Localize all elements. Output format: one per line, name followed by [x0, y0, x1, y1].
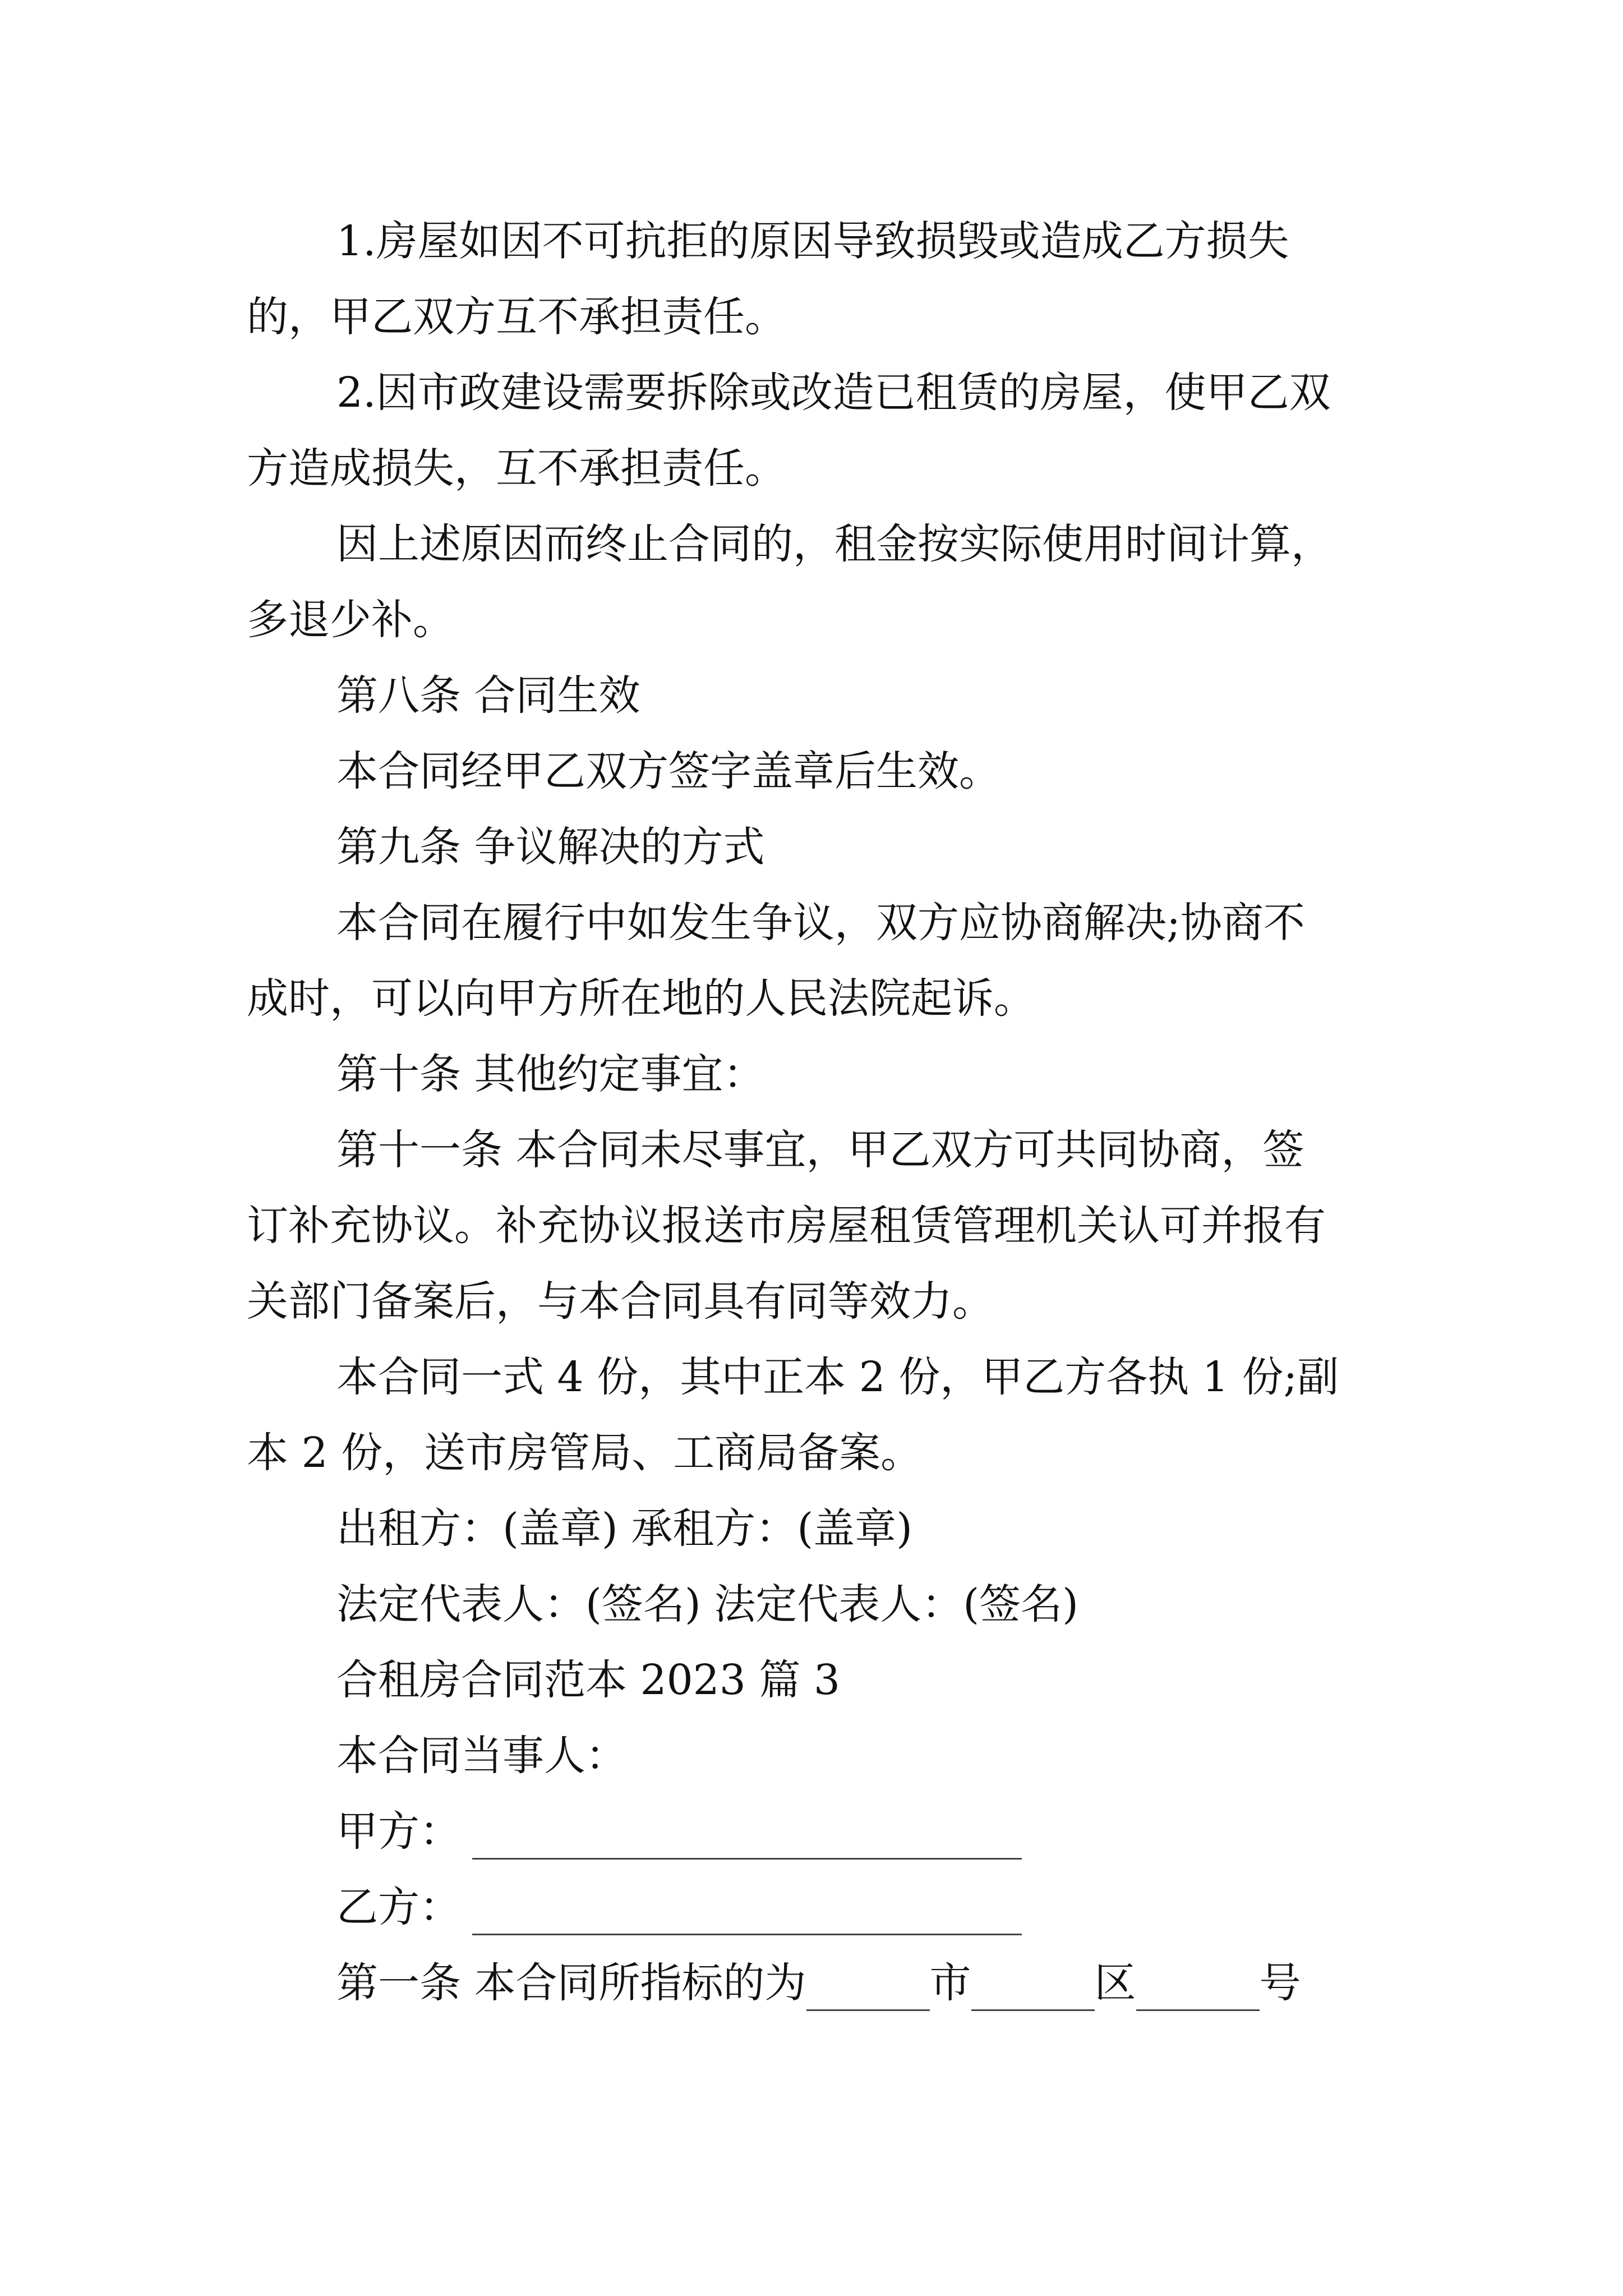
section-heading-article-8: 第八条 合同生效 — [336, 671, 640, 720]
party-a-line — [336, 1803, 1022, 1860]
signature-line-representative: 法定代表人：(签名) 法定代表人：(签名) — [336, 1580, 1079, 1628]
party-b-line — [336, 1879, 1022, 1935]
parties-heading: 本合同当事人： — [336, 1732, 627, 1780]
article-1-prefix: 第一条 本合同所指标的为 — [336, 1959, 806, 2007]
paragraph-line-1: 1.房屋如因不可抗拒的原因导致损毁或造成乙方损失 — [336, 217, 1289, 265]
number-blank — [1136, 1967, 1260, 2011]
article-1-line — [336, 1955, 1301, 2011]
party-a-label: 甲方： — [336, 1807, 461, 1856]
paragraph-line-11: 成时，可以向甲方所在地的人民法院起诉。 — [247, 974, 1035, 1023]
section-heading-article-9: 第九条 争议解决的方式 — [336, 823, 765, 871]
paragraph-line-13: 第十一条 本合同未尽事宜，甲乙双方可共同协商，签 — [336, 1126, 1304, 1174]
paragraph-line-6: 多退少补。 — [247, 596, 454, 644]
party-b-label: 乙方： — [336, 1883, 461, 1931]
city-label: 市 — [929, 1959, 971, 2007]
paragraph-line-3: 2.因市政建设需要拆除或改造已租赁的房屋，使甲乙双 — [336, 369, 1331, 417]
paragraph-line-17: 本 2 份，送市房管局、工商局备案。 — [247, 1429, 923, 1477]
paragraph-line-10: 本合同在履行中如发生争议，双方应协商解决;协商不 — [336, 899, 1305, 947]
party-a-blank — [472, 1815, 1022, 1860]
paragraph-line-2: 的，甲乙双方互不承担责任。 — [247, 293, 786, 341]
district-blank — [971, 1967, 1095, 2011]
paragraph-line-16: 本合同一式 4 份，其中正本 2 份，甲乙方各执 1 份;副 — [336, 1353, 1339, 1401]
signature-line-seal: 出租方：(盖章) 承租方：(盖章) — [336, 1504, 913, 1553]
paragraph-line-8: 本合同经甲乙双方签字盖章后生效。 — [336, 747, 1000, 795]
paragraph-line-14: 订补充协议。补充协议报送市房屋租赁管理机关认可并报有 — [247, 1202, 1326, 1250]
party-b-blank — [472, 1891, 1022, 1935]
contract-section-title: 合租房合同范本 2023 篇 3 — [336, 1656, 840, 1704]
section-heading-article-10: 第十条 其他约定事宜： — [336, 1050, 765, 1098]
district-label: 区 — [1094, 1959, 1136, 2007]
city-blank — [806, 1967, 930, 2011]
paragraph-line-4: 方造成损失，互不承担责任。 — [247, 444, 786, 493]
number-label: 号 — [1259, 1959, 1301, 2007]
paragraph-line-5: 因上述原因而终止合同的，租金按实际使用时间计算， — [336, 520, 1332, 568]
paragraph-line-15: 关部门备案后，与本合同具有同等效力。 — [247, 1277, 994, 1326]
